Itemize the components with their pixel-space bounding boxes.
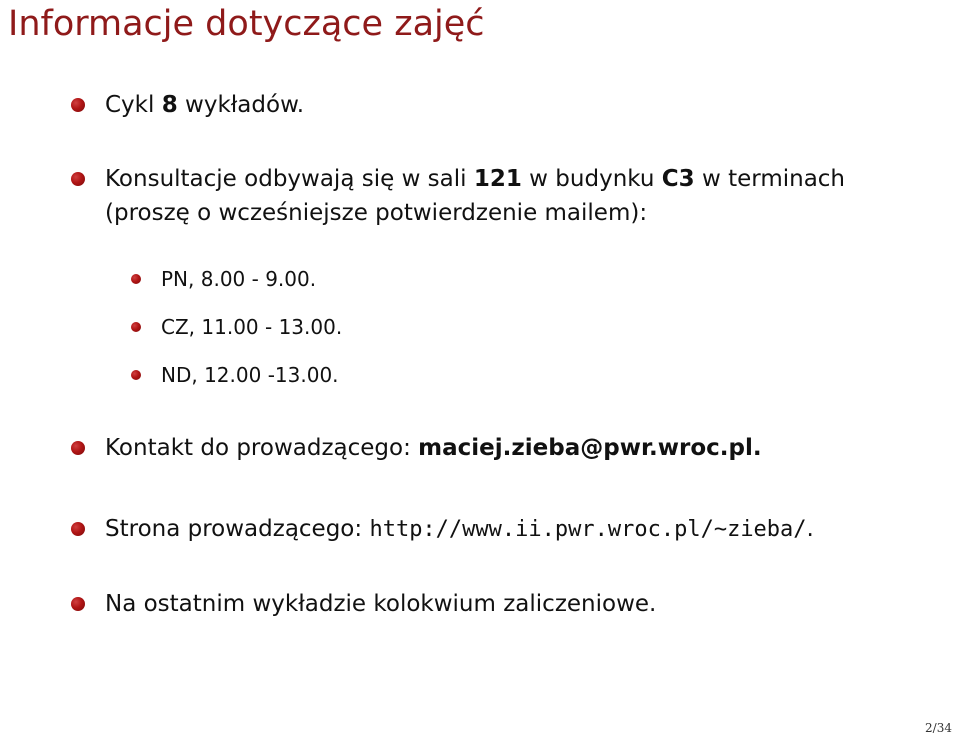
website-text-post: . <box>806 516 814 542</box>
contact-text-post: . <box>752 435 762 461</box>
sub-bullet-ball-icon <box>131 370 141 380</box>
cycle-text-pre: Cykl <box>105 92 162 118</box>
website-url[interactable]: http://www.ii.pwr.wroc.pl/~zieba/ <box>369 517 807 542</box>
exam-text: Na ostatnim wykładzie kolokwium zaliczeniowe. <box>105 591 657 617</box>
consult-text-3: w terminach <box>694 166 846 192</box>
bullet-item-consultations <box>105 162 845 196</box>
slot-text: PN, 8.00 - 9.00. <box>161 267 317 291</box>
bullet-ball-icon <box>71 441 85 455</box>
website-text-pre: Strona prowadzącego: <box>105 516 370 542</box>
slot-item-mon <box>161 264 316 294</box>
contact-email[interactable]: maciej.zieba@pwr.wroc.pl <box>418 435 753 461</box>
cycle-count: 8 <box>161 92 178 118</box>
cycle-text-post: wykładów. <box>177 92 305 118</box>
bullet-ball-icon <box>71 597 85 611</box>
slot-item-sun <box>161 360 339 390</box>
bullet-ball-icon <box>71 98 85 112</box>
consult-text-1: Konsultacje odbywają się w sali <box>105 166 474 192</box>
bullet-item-exam <box>105 587 656 621</box>
contact-text-pre: Kontakt do prowadzącego: <box>105 435 419 461</box>
consult-building: C3 <box>661 166 695 192</box>
slide-title: Informacje dotyczące zajęć <box>8 4 485 44</box>
page-number: 2/34 <box>925 721 952 735</box>
slot-text: ND, 12.00 -13.00. <box>161 363 339 387</box>
sub-bullet-ball-icon <box>131 274 141 284</box>
consult-line-2: (proszę o wcześniejsze potwierdzenie mailem): <box>105 200 648 226</box>
bullet-ball-icon <box>71 522 85 536</box>
slot-text: CZ, 11.00 - 13.00. <box>161 315 343 339</box>
bullet-item-cycle <box>105 88 304 122</box>
consult-text-2: w budynku <box>521 166 662 192</box>
bullet-item-website <box>105 512 814 547</box>
bullet-ball-icon <box>71 172 85 186</box>
bullet-item-contact <box>105 431 762 465</box>
slot-item-thu <box>161 312 342 342</box>
bullet-item-consultations-line2 <box>105 196 647 230</box>
consult-room: 121 <box>473 166 522 192</box>
sub-bullet-ball-icon <box>131 322 141 332</box>
